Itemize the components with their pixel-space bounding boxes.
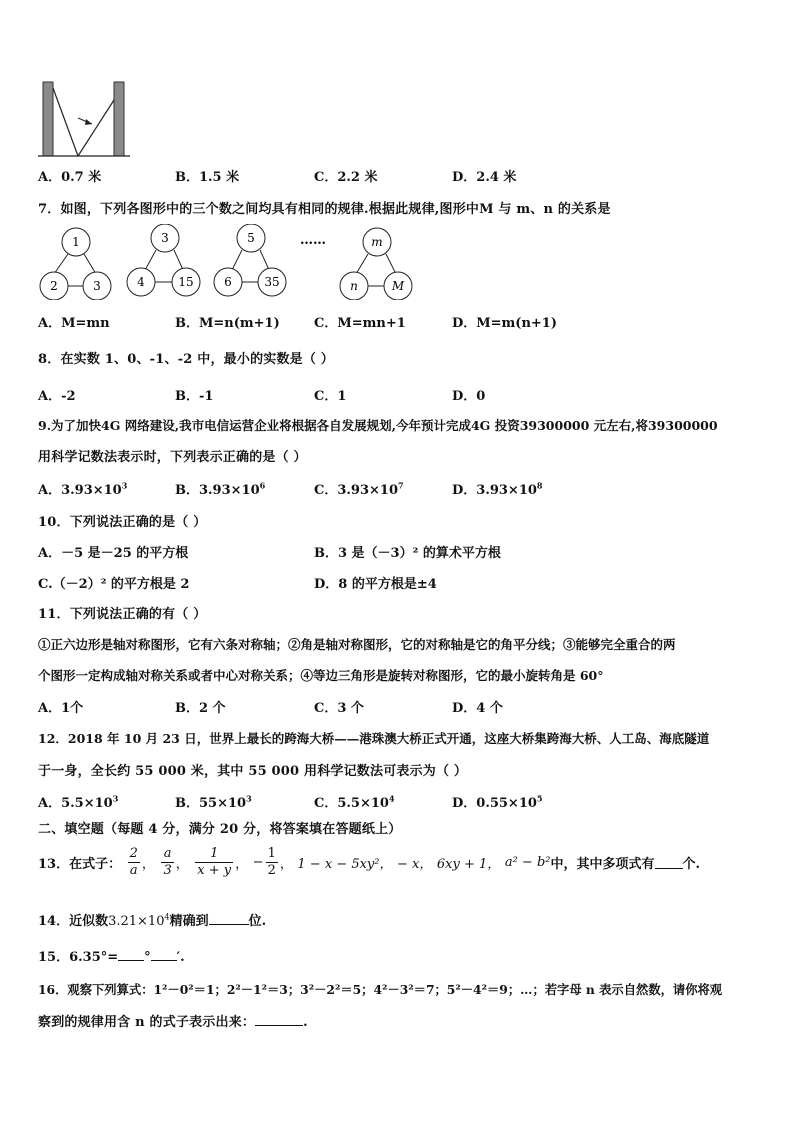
ladder-left (53, 88, 78, 156)
q7-figure-3 (214, 224, 286, 296)
q13-frac-3 (195, 846, 233, 879)
q13-tail: 个. (682, 857, 701, 872)
q12-option-b-base: B．55×10 (175, 796, 247, 811)
q6-option-d[interactable]: D．2.4 米 (452, 170, 517, 185)
q8-option-c[interactable]: C．1 (314, 389, 347, 404)
q7-fig3-top: 5 (247, 231, 255, 245)
q7-figure-4 (340, 228, 412, 300)
q15-minute-blank[interactable] (151, 948, 177, 961)
q12-option-c[interactable] (314, 792, 395, 811)
q13-expr-7: 6xy + 1， (436, 857, 501, 872)
q11-body-line1: ①正六边形是轴对称图形，它有六条对称轴；②角是轴对称图形，它的对称轴是它的角平分线；③能够完全重合的两 (38, 637, 676, 652)
q12-option-b[interactable] (175, 792, 252, 811)
q7-figures (34, 224, 434, 300)
q8-option-d[interactable]: D．0 (452, 389, 486, 404)
q7-ellipsis: …… (300, 233, 326, 248)
q13-frac4-num: 1 (267, 846, 276, 861)
q14-prefix: 14．近似数 (38, 914, 109, 929)
q6-option-a[interactable]: A．0.7 米 (38, 170, 102, 185)
q16-line2 (38, 1011, 308, 1030)
q16-tail: . (303, 1015, 308, 1030)
q9-option-c-base: C．3.93×10 (314, 483, 398, 498)
q9-option-a-base: A．3.93×10 (38, 483, 122, 498)
q11-option-d[interactable]: D．4 个 (452, 701, 503, 716)
q14-exp: 4 (164, 912, 170, 922)
q13-f4-sign: − (252, 855, 264, 870)
q15-degree-blank[interactable] (118, 948, 144, 961)
q8-stem: 8．在实数 1、0、-1、-2 中，最小的实数是（ ） (38, 352, 334, 367)
q12-option-c-exp: 4 (388, 793, 395, 804)
q13-expr-6: − x， (397, 857, 433, 872)
q13-frac3-num: 1 (195, 846, 233, 863)
q12-option-a-base: A．5.5×10 (38, 796, 113, 811)
q9-option-b-exp: 6 (259, 480, 266, 491)
q12-option-d-base: D．0.55×10 (452, 796, 537, 811)
q9-option-c[interactable] (314, 479, 404, 498)
q10-option-d[interactable]: D．8 的平方根是±4 (314, 577, 437, 592)
q7-fig4-left: n (350, 279, 358, 293)
q10-stem: 10．下列说法正确的是（ ） (38, 515, 207, 530)
q13-expr-5: 1 − x − 5xy²， (297, 857, 393, 872)
q13: 13．在式子： $\frac{2}{a}$ ， $\frac{a}{3}$ ， $\frac{1}{x + y}$ ， − $\frac{1}{2}$ ， 1 − x − 5xy²， − x， 6xy + 1， a² − b²中，其中多项式有 个. (38, 846, 701, 878)
q8-option-a[interactable]: A．-2 (38, 389, 76, 404)
q12-stem-line1: 12．2018 年 10 月 23 日，世界上最长的跨海大桥——港珠澳大桥正式开通，这座大桥集跨海大桥、人工岛、海底隧道 (38, 731, 710, 746)
q12-option-d[interactable] (452, 792, 543, 811)
q15-degree-symbol: ° (144, 950, 151, 965)
q7-fig1-right: 3 (93, 279, 101, 293)
q7-fig3-right: 35 (264, 275, 280, 289)
q13-frac4-den: 2 (267, 863, 276, 878)
q7-fig1-top: 1 (72, 235, 80, 249)
q13-frac-1 (128, 846, 140, 879)
q13-frac1-num: 2 (129, 846, 138, 861)
q7-figure-1 (40, 228, 111, 300)
q12-option-d-exp: 5 (536, 793, 543, 804)
q13-expr-8: a² − b² (504, 855, 551, 870)
q7-option-d[interactable]: D．M=m(n+1) (452, 316, 558, 331)
q14-number: 3.21×10 (108, 914, 165, 929)
q14-answer-blank[interactable] (209, 912, 249, 925)
q9-option-b-base: B．3.93×10 (175, 483, 260, 498)
q12-stem-line2: 于一身，全长约 55 000 米，其中 55 000 用科学记数法可表示为（ ） (38, 764, 468, 779)
q9-option-b[interactable] (175, 479, 265, 498)
q14-suffix: 精确到 (169, 914, 209, 929)
right-wall (114, 82, 124, 156)
q7-option-c[interactable]: C．M=mn+1 (314, 316, 406, 331)
q11-option-b[interactable]: B．2 个 (175, 701, 226, 716)
q7-option-b[interactable]: B．M=n(m+1) (175, 316, 280, 331)
q10-option-b[interactable]: B．3 是（－3）² 的算术平方根 (314, 546, 501, 561)
q9-option-d-exp: 8 (536, 480, 543, 491)
q9-option-a[interactable] (38, 479, 127, 498)
q12-option-a-exp: 3 (112, 793, 119, 804)
q16-answer-blank[interactable] (255, 1013, 303, 1026)
q10-option-a[interactable]: A．－5 是－25 的平方根 (38, 546, 189, 561)
q11-body-line2: 个图形一定构成轴对称关系或者中心对称关系；④等边三角形是旋转对称图形，它的最小旋转角是 60° (38, 668, 604, 683)
ladder-right (78, 100, 114, 156)
ladder-wall-figure (38, 78, 130, 160)
q11-option-c[interactable]: C．3 个 (314, 701, 364, 716)
q7-fig4-right: M (391, 279, 405, 293)
q16-line1: 16．观察下列算式：1²－0²＝1；2²－1²＝3；3²－2²＝5；4²－3²＝7；5²－4²＝9；…；若字母 n 表示自然数，请你将观 (38, 982, 723, 997)
q13-frac2-den: 3 (163, 863, 172, 878)
q16-line2-text: 察到的规律用含 n 的式子表示出来： (38, 1015, 256, 1030)
q13-prefix: 13．在式子： (38, 857, 122, 872)
q9-stem-line2: 用科学记数法表示时，下列表示正确的是（ ） (38, 450, 307, 465)
q7-stem: 7．如图，下列各图形中的三个数之间均具有相同的规律.根据此规律,图形中M 与 m、n 的关系是 (38, 202, 611, 217)
q13-frac3-den: x + y (197, 863, 232, 878)
q9-stem-line1: 9.为了加快4G 网络建设,我市电信运营企业将根据各自发展规划,今年预计完成4G 投资39300000 元左右,将39300000 (38, 418, 718, 433)
q9-option-a-exp: 3 (121, 480, 128, 491)
q14 (38, 910, 266, 929)
q9-option-c-exp: 7 (398, 480, 404, 491)
q6-option-b[interactable]: B．1.5 米 (175, 170, 240, 185)
q12-option-c-base: C．5.5×10 (314, 796, 389, 811)
q7-fig4-top: m (371, 235, 383, 249)
q7-figure-2 (127, 224, 200, 296)
q15 (38, 946, 185, 965)
q10-option-c[interactable]: C.（－2）² 的平方根是 2 (38, 577, 190, 592)
q13-frac1-den: a (129, 863, 138, 878)
q7-fig2-right: 15 (178, 275, 194, 289)
arrow-head (85, 119, 92, 125)
q15-minute-symbol: ′. (176, 950, 185, 965)
q13-answer-blank[interactable] (655, 856, 683, 869)
q7-fig2-top: 3 (161, 231, 169, 245)
q13-suffix: 中，其中多项式有 (550, 857, 655, 872)
q11-stem: 11．下列说法正确的有（ ） (38, 607, 207, 622)
q13-frac2-num: a (161, 846, 173, 863)
section2-title: 二、填空题（每题 4 分，满分 20 分，将答案填在答题纸上） (38, 822, 402, 837)
q6-option-c[interactable]: C．2.2 米 (314, 170, 378, 185)
q12-option-a[interactable] (38, 792, 118, 811)
q7-fig2-left: 4 (137, 275, 145, 289)
q11-option-a[interactable]: A．1个 (38, 701, 84, 716)
q7-option-a[interactable]: A．M=mn (38, 316, 110, 331)
left-wall (43, 82, 53, 156)
q13-frac-2 (161, 846, 173, 879)
q14-tail: 位. (248, 914, 267, 929)
q12-option-b-exp: 3 (246, 793, 252, 804)
q15-prefix: 15．6.35°= (38, 950, 119, 965)
q9-option-d-base: D．3.93×10 (452, 483, 537, 498)
q13-frac-4 (266, 846, 278, 879)
q7-fig1-left: 2 (50, 279, 58, 293)
q8-option-b[interactable]: B．-1 (175, 389, 214, 404)
q9-option-d[interactable] (452, 479, 543, 498)
q7-fig3-left: 6 (224, 275, 232, 289)
